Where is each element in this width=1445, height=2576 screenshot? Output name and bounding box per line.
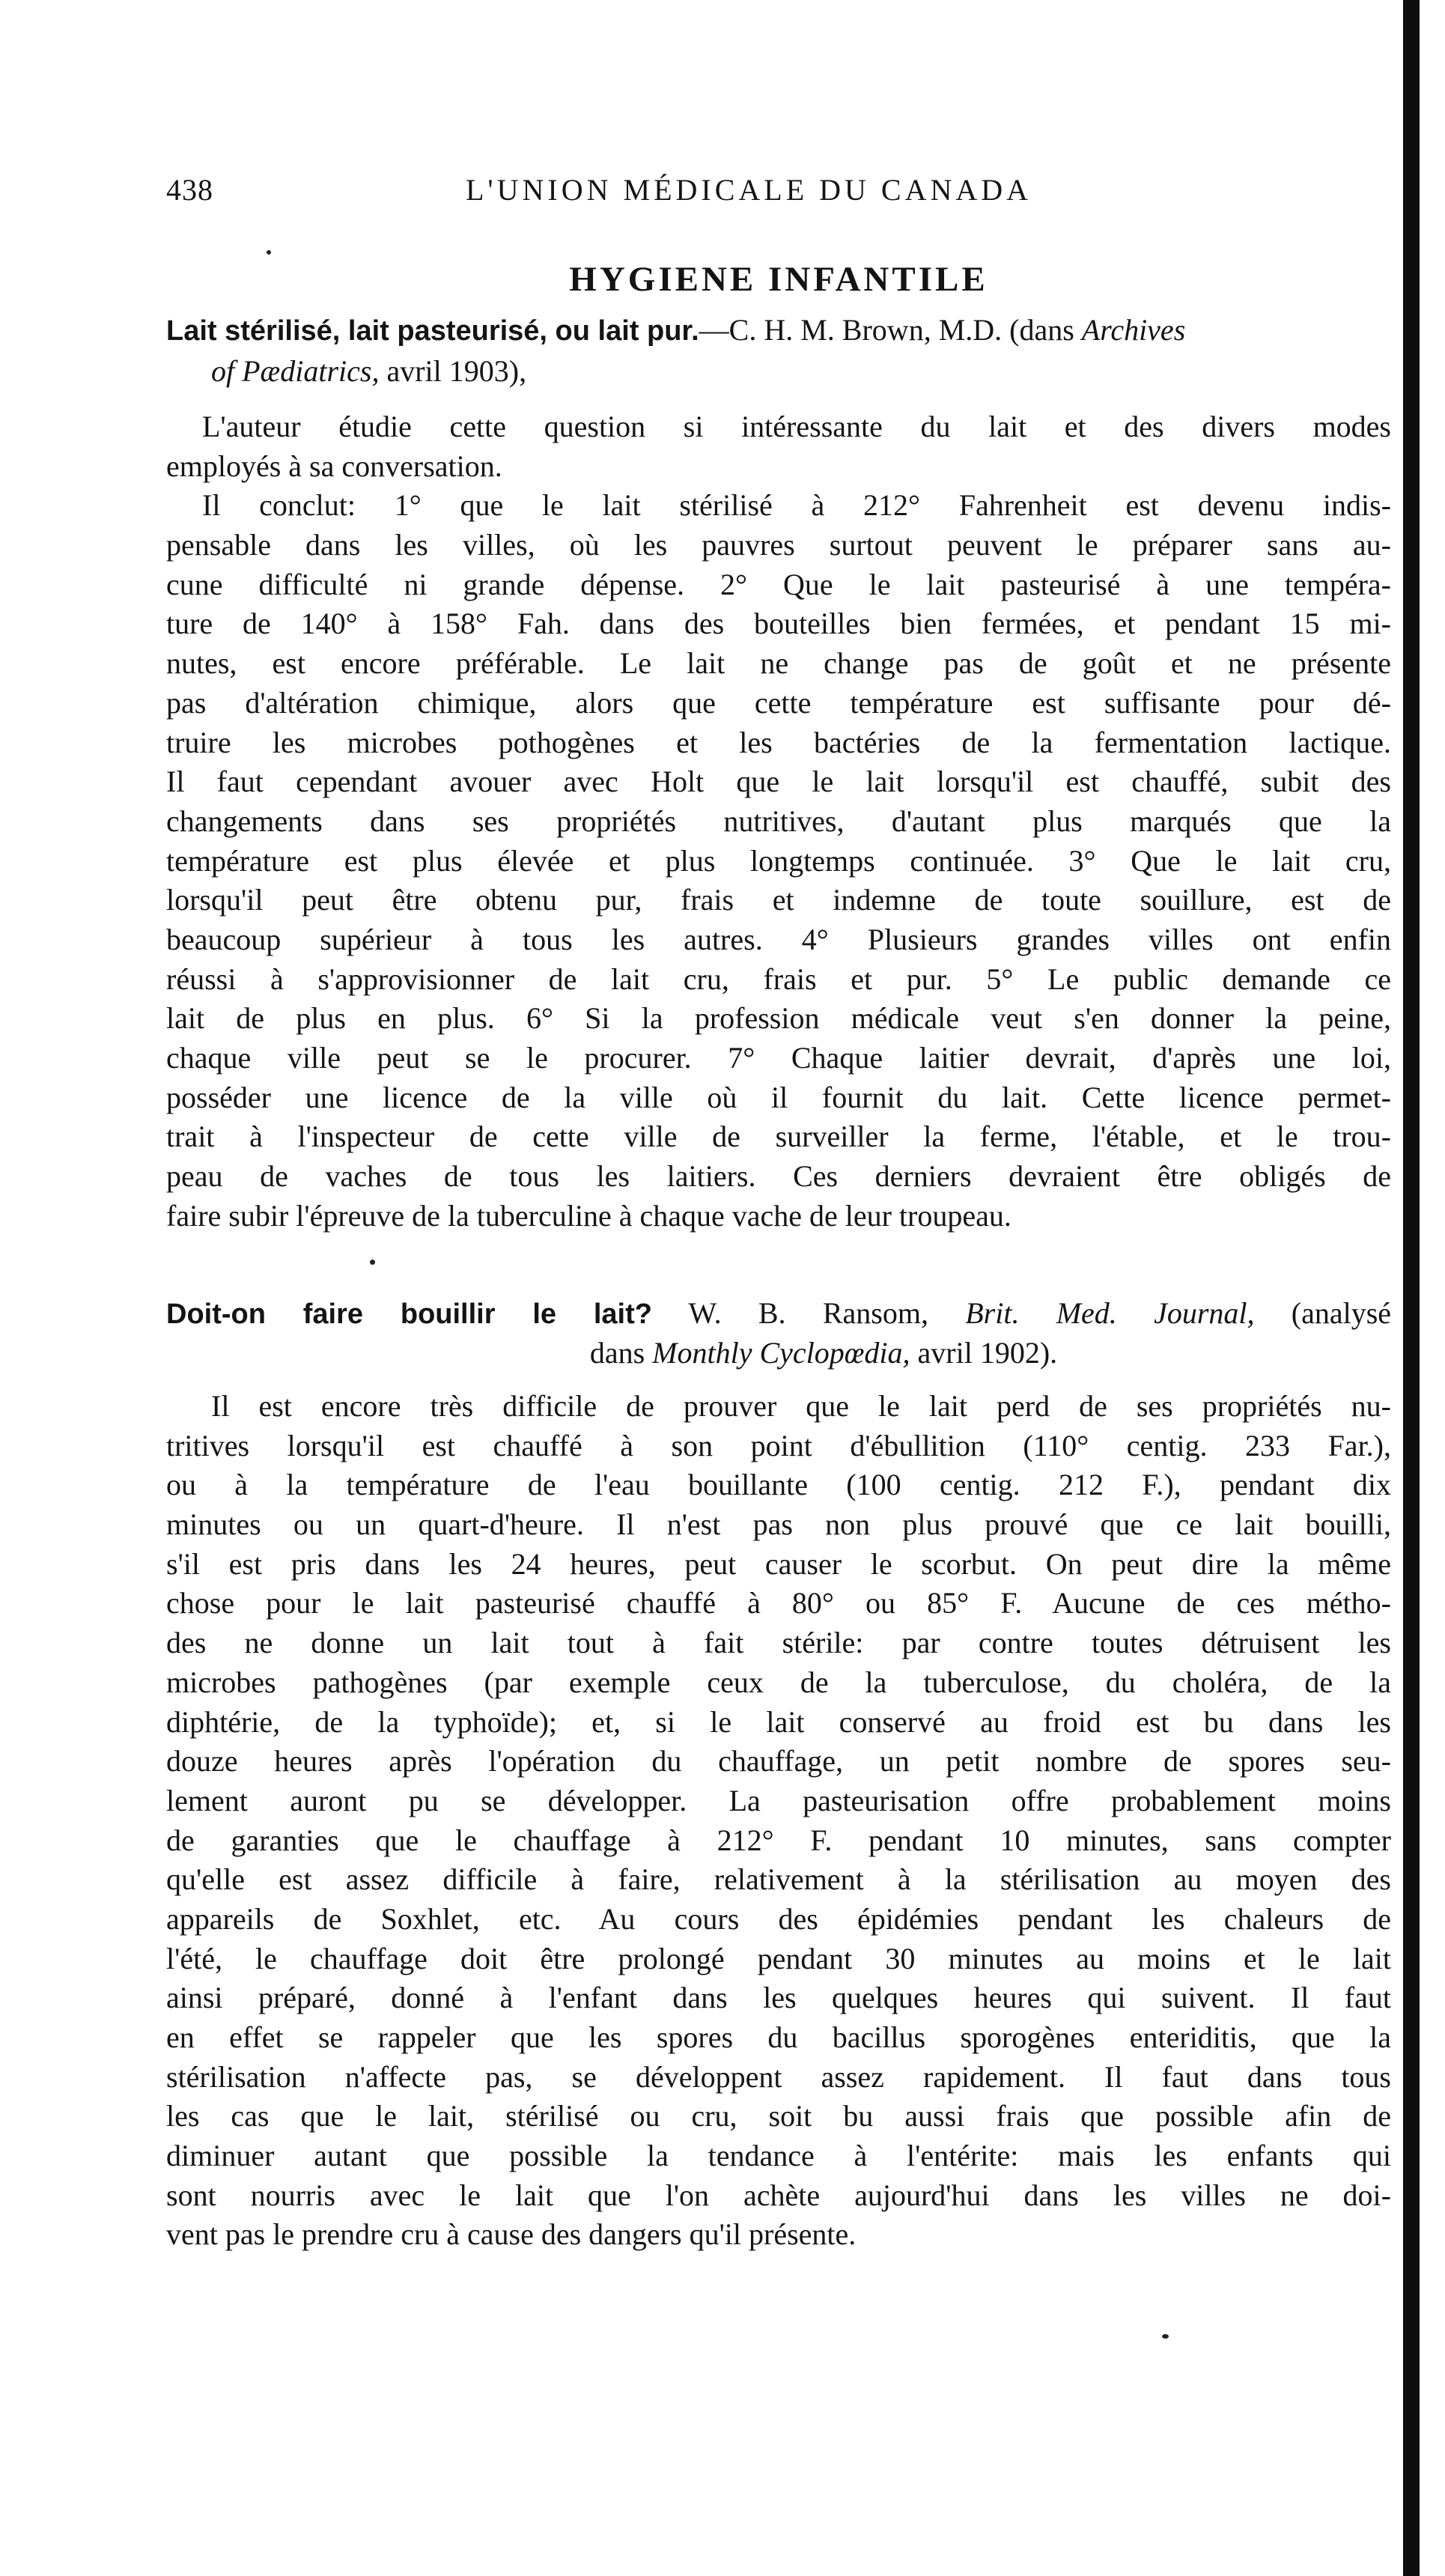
paragraph-line: posséder une licence de la ville où il fournit du lait. Cette licence permet-	[166, 1080, 1391, 1114]
paragraph-line: lement auront pu se développer. La pasteurisation offre probablement moins	[166, 1783, 1391, 1817]
article-1-date: avril 1903),	[386, 354, 527, 388]
article-1-body	[166, 407, 1391, 1236]
paragraph-line: cune difficulté ni grande dépense. 2° Que le lait pasteurisé à une tempéra-	[166, 567, 1391, 601]
paragraph-line: Il est encore très difficile de prouver que le lait perd de ses propriétés nu-	[211, 1389, 1391, 1423]
paragraph-line: diminuer autant que possible la tendance à l'entérite: mais les enfants qui	[166, 2139, 1391, 2173]
article-2-heading	[166, 1294, 1391, 1373]
paragraph-line: pensable dans les villes, où les pauvres surtout peuvent le préparer sans au-	[166, 528, 1391, 562]
paragraph-line: réussi à s'approvisionner de lait cru, frais et pur. 5° Le public demande ce	[166, 962, 1391, 996]
article-2-cyclopaedia: Monthly Cyclopœdia,	[652, 1336, 910, 1370]
paragraph-line: des ne donne un lait tout à fait stérile: par contre toutes détruisent les	[166, 1626, 1391, 1660]
paragraph-line: diphtérie, de la typhoïde); et, si le lait conservé au froid est bu dans les	[166, 1704, 1391, 1739]
paragraph-line: beaucoup supérieur à tous les autres. 4° Plusieurs grandes villes ont enfin	[166, 922, 1391, 956]
paragraph-line: l'été, le chauffage doit être prolongé pendant 30 minutes au moins et le lait	[166, 1941, 1391, 1975]
paragraph-line: lait de plus en plus. 6° Si la profession médicale veut s'en donner la peine,	[166, 1001, 1391, 1036]
article-1-title: Lait stérilisé, lait pasteurisé, ou lait pur.	[166, 315, 699, 347]
paragraph-line: tritives lorsqu'il est chauffé à son point d'ébullition (110° centig. 233 Far.),	[166, 1428, 1391, 1462]
article-1-author: —C. H. M. Brown, M.D. (dans	[699, 313, 1074, 347]
article-2-date: avril 1902).	[917, 1336, 1058, 1370]
paragraph-line: Il faut cependant avouer avec Holt que le lait lorsqu'il est chauffé, subit des	[166, 765, 1391, 799]
page-edge-shadow	[1403, 0, 1420, 2576]
running-header	[166, 172, 1095, 217]
paragraph-line: peau de vaches de tous les laitiers. Ces derniers devraient être obligés de	[166, 1159, 1391, 1194]
paragraph-line: chaque ville peut se le procurer. 7° Chaque laitier devrait, d'après une loi,	[166, 1041, 1391, 1075]
paragraph-line: faire subir l'épreuve de la tuberculine à chaque vache de leur troupeau.	[166, 1198, 1012, 1233]
paragraph-line: stérilisation n'affecte pas, se développent assez rapidement. Il faut dans tous	[166, 2059, 1391, 2094]
journal-title: L'UNION MÉDICALE DU CANADA	[466, 173, 1032, 207]
section-title: HYGIENE INFANTILE	[569, 260, 988, 299]
article-2-author: W. B. Ransom,	[688, 1296, 928, 1330]
paragraph-line: chose pour le lait pasteurisé chauffé à 80° ou 85° F. Aucune de ces métho-	[166, 1586, 1391, 1620]
paragraph-line: minutes ou un quart-d'heure. Il n'est pas non plus prouvé que ce lait bouilli,	[166, 1507, 1391, 1542]
paragraph-line: qu'elle est assez difficile à faire, relativement à la stérilisation au moyen des	[166, 1862, 1391, 1897]
paragraph-line: de garanties que le chauffage à 212° F. pendant 10 minutes, sans compter	[166, 1823, 1391, 1857]
article-1-heading	[166, 310, 1391, 391]
article-2-journal: Brit. Med. Journal,	[965, 1296, 1255, 1330]
paragraph-line: changements dans ses propriétés nutritives, d'autant plus marqués que la	[166, 804, 1391, 838]
paragraph-line: truire les microbes pothogènes et les bactéries de la fermentation lactique.	[166, 725, 1391, 759]
article-2-dans: dans	[589, 1336, 645, 1370]
paragraph-line: nutes, est encore préférable. Le lait ne change pas de goût et ne présente	[166, 646, 1391, 681]
paragraph-line: sont nourris avec le lait que l'on achète aujourd'hui dans les villes ne doi-	[166, 2178, 1391, 2212]
paragraph-line: appareils de Soxhlet, etc. Au cours des épidémies pendant les chaleurs de	[166, 1901, 1391, 1936]
article-1-source-a: Archives	[1081, 313, 1186, 347]
print-speck	[370, 1260, 375, 1265]
article-1-source-b: of Pædiatrics,	[211, 354, 380, 388]
paragraph-line: microbes pathogènes (par exemple ceux de la tuberculose, du choléra, de la	[166, 1665, 1391, 1699]
paragraph-line: Il conclut: 1° que le lait stérilisé à 212° Fahrenheit est devenu indis-	[202, 488, 1391, 523]
paragraph-line: trait à l'inspecteur de cette ville de surveiller la ferme, l'étable, et le trou-	[166, 1120, 1391, 1154]
page-number: 438	[166, 173, 213, 207]
print-speck	[1162, 2334, 1169, 2339]
article-2-title: Doit-on faire bouillir le lait?	[166, 1298, 652, 1330]
paragraph-line: ou à la température de l'eau bouillante (100 centig. 212 F.), pendant dix	[166, 1468, 1391, 1502]
paragraph-line: ainsi préparé, donné à l'enfant dans les quelques heures qui suivent. Il faut	[166, 1981, 1391, 2015]
paragraph-line: s'il est pris dans les 24 heures, peut causer le scorbut. On peut dire la même	[166, 1546, 1391, 1581]
article-2-body	[166, 1387, 1391, 2255]
paragraph-line: pas d'altération chimique, alors que cette température est suffisante pour dé-	[166, 685, 1391, 720]
paragraph-line: température est plus élevée et plus longtemps continuée. 3° Que le lait cru,	[166, 843, 1391, 878]
paragraph-line: ture de 140° à 158° Fah. dans des bouteilles bien fermées, et pendant 15 mi-	[166, 607, 1391, 641]
print-speck	[267, 250, 271, 255]
paragraph-line: employés à sa conversation.	[166, 449, 502, 483]
paragraph-line: lorsqu'il peut être obtenu pur, frais et indemne de toute souillure, est de	[166, 883, 1391, 917]
paragraph-line: L'auteur étudie cette question si intéressante du lait et des divers modes	[202, 410, 1391, 443]
paragraph-line: vent pas le prendre cru à cause des dangers qu'il présente.	[166, 2217, 857, 2252]
paragraph-line: les cas que le lait, stérilisé ou cru, soit bu aussi frais que possible afin de	[166, 2099, 1391, 2133]
paragraph-line: douze heures après l'opération du chauffage, un petit nombre de spores seu-	[166, 1744, 1391, 1778]
article-2-analysis: (analysé	[1291, 1296, 1392, 1330]
paragraph-line: en effet se rappeler que les spores du bacillus sporogènes enteriditis, que la	[166, 2020, 1391, 2054]
